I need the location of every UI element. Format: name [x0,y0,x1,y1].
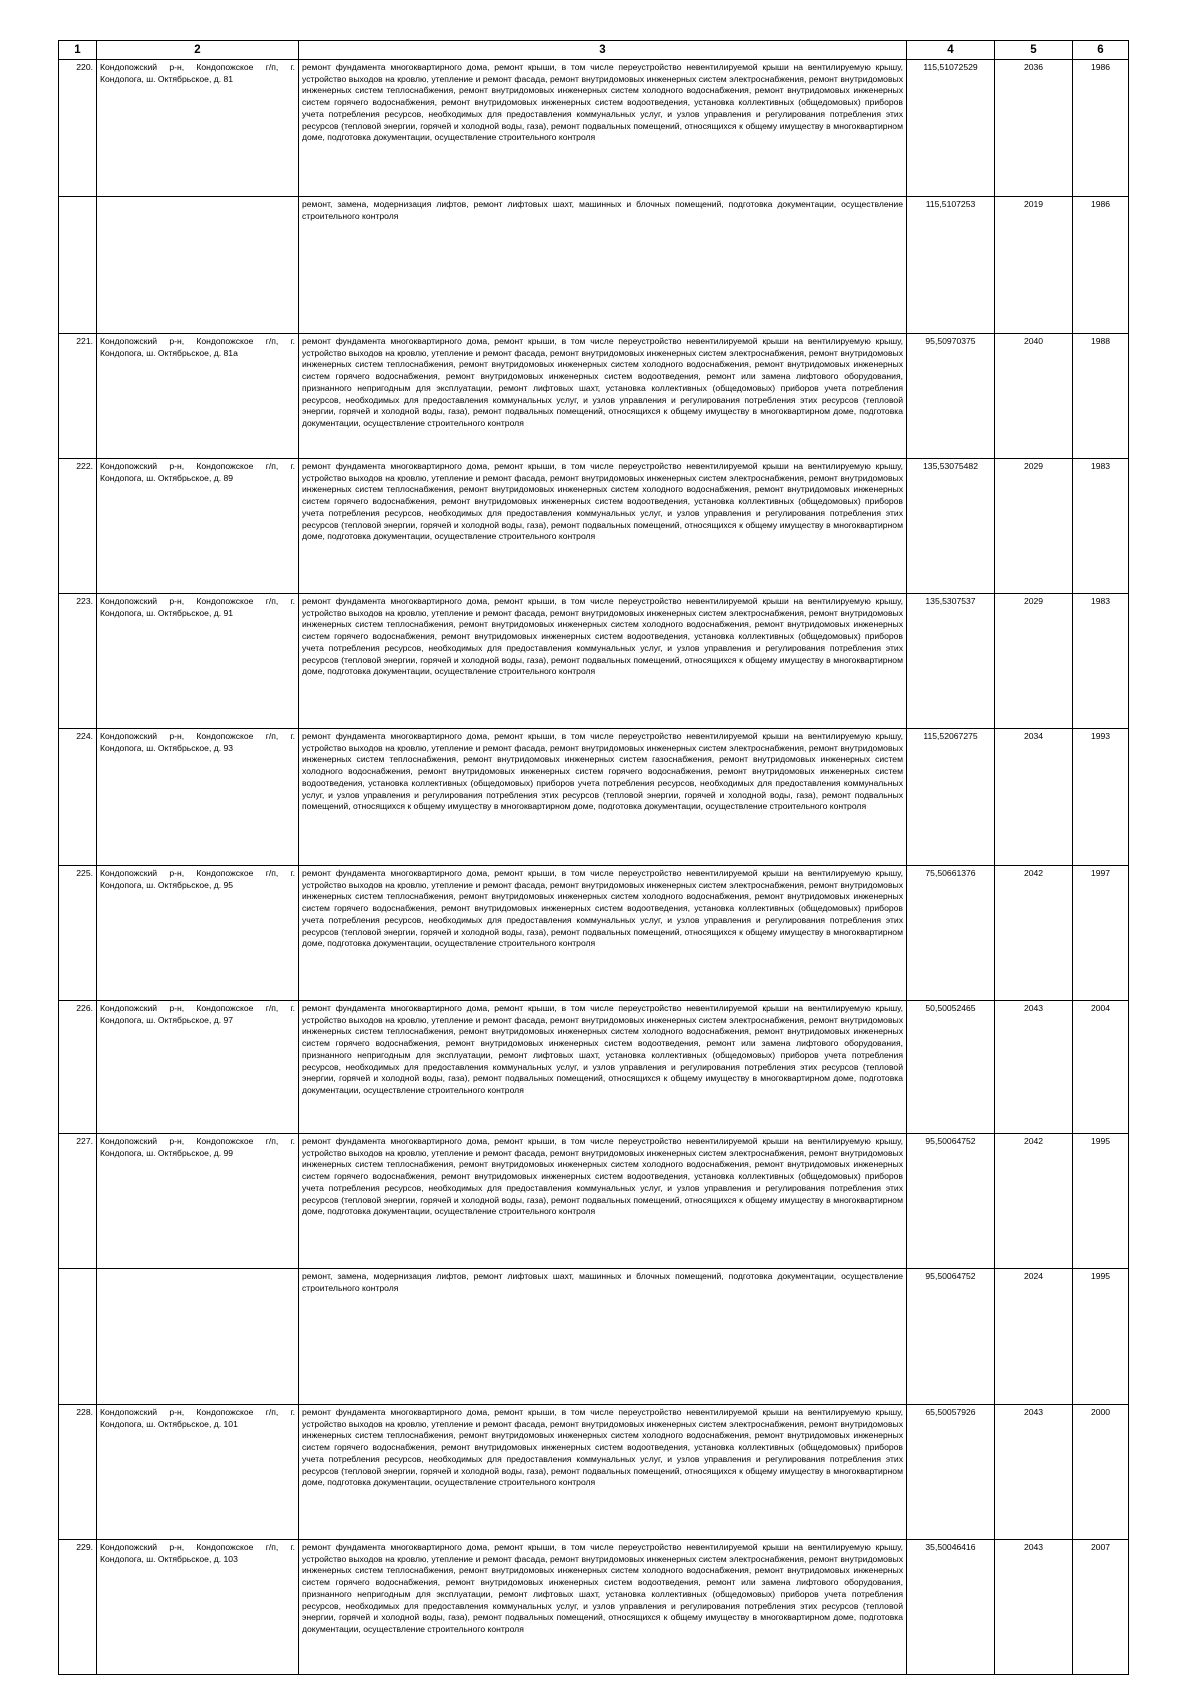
planned-year-cell: 2040 [995,334,1073,459]
address-cell [97,197,299,334]
planned-year-cell: 2043 [995,1001,1073,1134]
address-cell: Кондопожский р-н, Кондопожское г/п, г. Кондопога, ш. Октябрьское, д. 91 [97,594,299,729]
cost-cell: 115,5107253 [907,197,995,334]
build-year-cell: 2007 [1073,1540,1129,1675]
planned-year-cell: 2034 [995,729,1073,866]
work-description-cell: ремонт фундамента многоквартирного дома, ремонт крыши, в том числе переустройство невентилируемой крыши на вентилируемую крышу, устройство выходов на кровлю, утепление и ремонт фасада, ремонт внутридомовых инженерных систем электроснабжения, ремонт внутридомовых инженерных систем теплоснабжения, ремонт внутридомовых инженерных систем холодного водоснабжения, ремонт внутридомовых инженерных систем горячего водоснабжения, ремонт внутридомовых инженерных систем водоотведения, установка коллективных (общедомовых) приборов учета потребления ресурсов, необходимых для предоставления коммунальных услуг, и узлов управления и регулирования потребления этих ресурсов (тепловой энергии, горячей и холодной воды, газа), ремонт подвальных помещений, относящихся к общему имуществу в многоквартирном доме, подготовка документации, осуществление строительного контроля [299,459,907,594]
row-number: 221. [59,334,97,459]
cost-cell: 115,51072529 [907,60,995,197]
address-cell: Кондопожский р-н, Кондопожское г/п, г. Кондопога, ш. Октябрьское, д. 95 [97,866,299,1001]
table-row [59,1134,1129,1269]
table-row [59,594,1129,729]
address-cell: Кондопожский р-н, Кондопожское г/п, г. Кондопога, ш. Октябрьское, д. 101 [97,1405,299,1540]
build-year-cell: 2000 [1073,1405,1129,1540]
col-header-6: 6 [1073,41,1129,60]
build-year-cell: 1986 [1073,60,1129,197]
work-description-cell: ремонт фундамента многоквартирного дома, ремонт крыши, в том числе переустройство невентилируемой крыши на вентилируемую крышу, устройство выходов на кровлю, утепление и ремонт фасада, ремонт внутридомовых инженерных систем электроснабжения, ремонт внутридомовых инженерных систем теплоснабжения, ремонт внутридомовых инженерных систем холодного водоснабжения, ремонт внутридомовых инженерных систем горячего водоснабжения, ремонт внутридомовых инженерных систем водоотведения, установка коллективных (общедомовых) приборов учета потребления ресурсов, необходимых для предоставления коммунальных услуг, и узлов управления и регулирования потребления этих ресурсов (тепловой энергии, горячей и холодной воды, газа), ремонт подвальных помещений, относящихся к общему имуществу в многоквартирном доме, подготовка документации, осуществление строительного контроля [299,60,907,197]
build-year-cell: 1983 [1073,459,1129,594]
table-row [59,1540,1129,1675]
col-header-5: 5 [995,41,1073,60]
table-body [59,60,1129,1675]
work-description-cell: ремонт фундамента многоквартирного дома, ремонт крыши, в том числе переустройство невентилируемой крыши на вентилируемую крышу, устройство выходов на кровлю, утепление и ремонт фасада, ремонт внутридомовых инженерных систем электроснабжения, ремонт внутридомовых инженерных систем теплоснабжения, ремонт внутридомовых инженерных систем холодного водоснабжения, ремонт внутридомовых инженерных систем горячего водоснабжения, ремонт внутридомовых инженерных систем водоотведения, ремонт или замена лифтового оборудования, признанного непригодным для эксплуатации, ремонт лифтовых шахт, установка коллективных (общедомовых) приборов учета потребления ресурсов, необходимых для предоставления коммунальных услуг, и узлов управления и регулирования потребления этих ресурсов (тепловой энергии, горячей и холодной воды, газа), ремонт подвальных помещений, относящихся к общему имуществу в многоквартирном доме, подготовка документации, осуществление строительного контроля [299,334,907,459]
cost-cell: 95,50064752 [907,1134,995,1269]
col-header-4: 4 [907,41,995,60]
row-number: 225. [59,866,97,1001]
cost-cell: 135,53075482 [907,459,995,594]
address-cell [97,1269,299,1405]
work-description-cell: ремонт фундамента многоквартирного дома, ремонт крыши, в том числе переустройство невентилируемой крыши на вентилируемую крышу, устройство выходов на кровлю, утепление и ремонт фасада, ремонт внутридомовых инженерных систем электроснабжения, ремонт внутридомовых инженерных систем теплоснабжения, ремонт внутридомовых инженерных систем холодного водоснабжения, ремонт внутридомовых инженерных систем горячего водоснабжения, ремонт внутридомовых инженерных систем водоотведения, установка коллективных (общедомовых) приборов учета потребления ресурсов, необходимых для предоставления коммунальных услуг, и узлов управления и регулирования потребления этих ресурсов (тепловой энергии, горячей и холодной воды, газа), ремонт подвальных помещений, относящихся к общему имуществу в многоквартирном доме, подготовка документации, осуществление строительного контроля [299,1134,907,1269]
address-cell: Кондопожский р-н, Кондопожское г/п, г. Кондопога, ш. Октябрьское, д. 103 [97,1540,299,1675]
build-year-cell: 1988 [1073,334,1129,459]
build-year-cell: 1993 [1073,729,1129,866]
col-header-2: 2 [97,41,299,60]
address-cell: Кондопожский р-н, Кондопожское г/п, г. Кондопога, ш. Октябрьское, д. 81а [97,334,299,459]
capital-repair-table [58,40,1129,1675]
address-cell: Кондопожский р-н, Кондопожское г/п, г. Кондопога, ш. Октябрьское, д. 97 [97,1001,299,1134]
build-year-cell: 1995 [1073,1134,1129,1269]
table-row [59,197,1129,334]
work-description-cell: ремонт фундамента многоквартирного дома, ремонт крыши, в том числе переустройство невентилируемой крыши на вентилируемую крышу, устройство выходов на кровлю, утепление и ремонт фасада, ремонт внутридомовых инженерных систем электроснабжения, ремонт внутридомовых инженерных систем теплоснабжения, ремонт внутридомовых инженерных систем холодного водоснабжения, ремонт внутридомовых инженерных систем горячего водоснабжения, ремонт внутридомовых инженерных систем водоотведения, ремонт или замена лифтового оборудования, признанного непригодным для эксплуатации, ремонт лифтовых шахт, установка коллективных (общедомовых) приборов учета потребления ресурсов, необходимых для предоставления коммунальных услуг, и узлов управления и регулирования потребления этих ресурсов (тепловой энергии, горячей и холодной воды, газа), ремонт подвальных помещений, относящихся к общему имуществу в многоквартирном доме, подготовка документации, осуществление строительного контроля [299,1540,907,1675]
table-row [59,1001,1129,1134]
cost-cell: 65,50057926 [907,1405,995,1540]
row-number: 227. [59,1134,97,1269]
cost-cell: 95,50064752 [907,1269,995,1405]
planned-year-cell: 2019 [995,197,1073,334]
cost-cell: 35,50046416 [907,1540,995,1675]
address-cell: Кондопожский р-н, Кондопожское г/п, г. Кондопога, ш. Октябрьское, д. 89 [97,459,299,594]
table-row [59,729,1129,866]
table-row [59,1405,1129,1540]
planned-year-cell: 2029 [995,594,1073,729]
col-header-3: 3 [299,41,907,60]
table-row [59,334,1129,459]
planned-year-cell: 2029 [995,459,1073,594]
planned-year-cell: 2042 [995,866,1073,1001]
build-year-cell: 1997 [1073,866,1129,1001]
work-description-cell: ремонт фундамента многоквартирного дома, ремонт крыши, в том числе переустройство невентилируемой крыши на вентилируемую крышу, устройство выходов на кровлю, утепление и ремонт фасада, ремонт внутридомовых инженерных систем электроснабжения, ремонт внутридомовых инженерных систем теплоснабжения, ремонт внутридомовых инженерных систем холодного водоснабжения, ремонт внутридомовых инженерных систем горячего водоснабжения, ремонт внутридомовых инженерных систем водоотведения, установка коллективных (общедомовых) приборов учета потребления ресурсов, необходимых для предоставления коммунальных услуг, и узлов управления и регулирования потребления этих ресурсов (тепловой энергии, горячей и холодной воды, газа), ремонт подвальных помещений, относящихся к общему имуществу в многоквартирном доме, подготовка документации, осуществление строительного контроля [299,594,907,729]
work-description-cell: ремонт, замена, модернизация лифтов, ремонт лифтовых шахт, машинных и блочных помещений, подготовка документации, осуществление строительного контроля [299,1269,907,1405]
work-description-cell: ремонт, замена, модернизация лифтов, ремонт лифтовых шахт, машинных и блочных помещений, подготовка документации, осуществление строительного контроля [299,197,907,334]
cost-cell: 95,50970375 [907,334,995,459]
row-number: 222. [59,459,97,594]
row-number [59,197,97,334]
row-number: 220. [59,60,97,197]
planned-year-cell: 2042 [995,1134,1073,1269]
cost-cell: 50,50052465 [907,1001,995,1134]
work-description-cell: ремонт фундамента многоквартирного дома, ремонт крыши, в том числе переустройство невентилируемой крыши на вентилируемую крышу, устройство выходов на кровлю, утепление и ремонт фасада, ремонт внутридомовых инженерных систем электроснабжения, ремонт внутридомовых инженерных систем теплоснабжения, ремонт внутридомовых инженерных систем холодного водоснабжения, ремонт внутридомовых инженерных систем горячего водоснабжения, ремонт внутридомовых инженерных систем водоотведения, установка коллективных (общедомовых) приборов учета потребления ресурсов, необходимых для предоставления коммунальных услуг, и узлов управления и регулирования потребления этих ресурсов (тепловой энергии, горячей и холодной воды, газа), ремонт подвальных помещений, относящихся к общему имуществу в многоквартирном доме, подготовка документации, осуществление строительного контроля [299,866,907,1001]
cost-cell: 75,50661376 [907,866,995,1001]
address-cell: Кондопожский р-н, Кондопожское г/п, г. Кондопога, ш. Октябрьское, д. 99 [97,1134,299,1269]
planned-year-cell: 2036 [995,60,1073,197]
build-year-cell: 1983 [1073,594,1129,729]
header-row [59,41,1129,60]
build-year-cell: 2004 [1073,1001,1129,1134]
planned-year-cell: 2043 [995,1405,1073,1540]
row-number [59,1269,97,1405]
build-year-cell: 1995 [1073,1269,1129,1405]
cost-cell: 135,5307537 [907,594,995,729]
work-description-cell: ремонт фундамента многоквартирного дома, ремонт крыши, в том числе переустройство невентилируемой крыши на вентилируемую крышу, устройство выходов на кровлю, утепление и ремонт фасада, ремонт внутридомовых инженерных систем электроснабжения, ремонт внутридомовых инженерных систем теплоснабжения, ремонт внутридомовых инженерных систем холодного водоснабжения, ремонт внутридомовых инженерных систем горячего водоснабжения, ремонт внутридомовых инженерных систем водоотведения, установка коллективных (общедомовых) приборов учета потребления ресурсов, необходимых для предоставления коммунальных услуг, и узлов управления и регулирования потребления этих ресурсов (тепловой энергии, горячей и холодной воды, газа), ремонт подвальных помещений, относящихся к общему имуществу в многоквартирном доме, подготовка документации, осуществление строительного контроля [299,1405,907,1540]
work-description-cell: ремонт фундамента многоквартирного дома, ремонт крыши, в том числе переустройство невентилируемой крыши на вентилируемую крышу, устройство выходов на кровлю, утепление и ремонт фасада, ремонт внутридомовых инженерных систем электроснабжения, ремонт внутридомовых инженерных систем теплоснабжения, ремонт внутридомовых инженерных систем газоснабжения, ремонт внутридомовых инженерных систем холодного водоснабжения, ремонт внутридомовых инженерных систем горячего водоснабжения, ремонт внутридомовых инженерных систем водоотведения, установка коллективных (общедомовых) приборов учета потребления ресурсов, необходимых для предоставления коммунальных услуг, и узлов управления и регулирования потребления этих ресурсов (тепловой энергии, горячей и холодной воды, газа), ремонт подвальных помещений, относящихся к общему имуществу в многоквартирном доме, подготовка документации, осуществление строительного контроля [299,729,907,866]
row-number: 223. [59,594,97,729]
address-cell: Кондопожский р-н, Кондопожское г/п, г. Кондопога, ш. Октябрьское, д. 93 [97,729,299,866]
table-row [59,60,1129,197]
planned-year-cell: 2024 [995,1269,1073,1405]
planned-year-cell: 2043 [995,1540,1073,1675]
work-description-cell: ремонт фундамента многоквартирного дома, ремонт крыши, в том числе переустройство невентилируемой крыши на вентилируемую крышу, устройство выходов на кровлю, утепление и ремонт фасада, ремонт внутридомовых инженерных систем электроснабжения, ремонт внутридомовых инженерных систем теплоснабжения, ремонт внутридомовых инженерных систем холодного водоснабжения, ремонт внутридомовых инженерных систем горячего водоснабжения, ремонт внутридомовых инженерных систем водоотведения, ремонт или замена лифтового оборудования, признанного непригодным для эксплуатации, ремонт лифтовых шахт, установка коллективных (общедомовых) приборов учета потребления ресурсов, необходимых для предоставления коммунальных услуг, и узлов управления и регулирования потребления этих ресурсов (тепловой энергии, горячей и холодной воды, газа), ремонт подвальных помещений, относящихся к общему имуществу в многоквартирном доме, подготовка документации, осуществление строительного контроля [299,1001,907,1134]
row-number: 224. [59,729,97,866]
col-header-1: 1 [59,41,97,60]
address-cell: Кондопожский р-н, Кондопожское г/п, г. Кондопога, ш. Октябрьское, д. 81 [97,60,299,197]
row-number: 229. [59,1540,97,1675]
table-row [59,459,1129,594]
row-number: 226. [59,1001,97,1134]
cost-cell: 115,52067275 [907,729,995,866]
table-row [59,1269,1129,1405]
table-row [59,866,1129,1001]
row-number: 228. [59,1405,97,1540]
build-year-cell: 1986 [1073,197,1129,334]
